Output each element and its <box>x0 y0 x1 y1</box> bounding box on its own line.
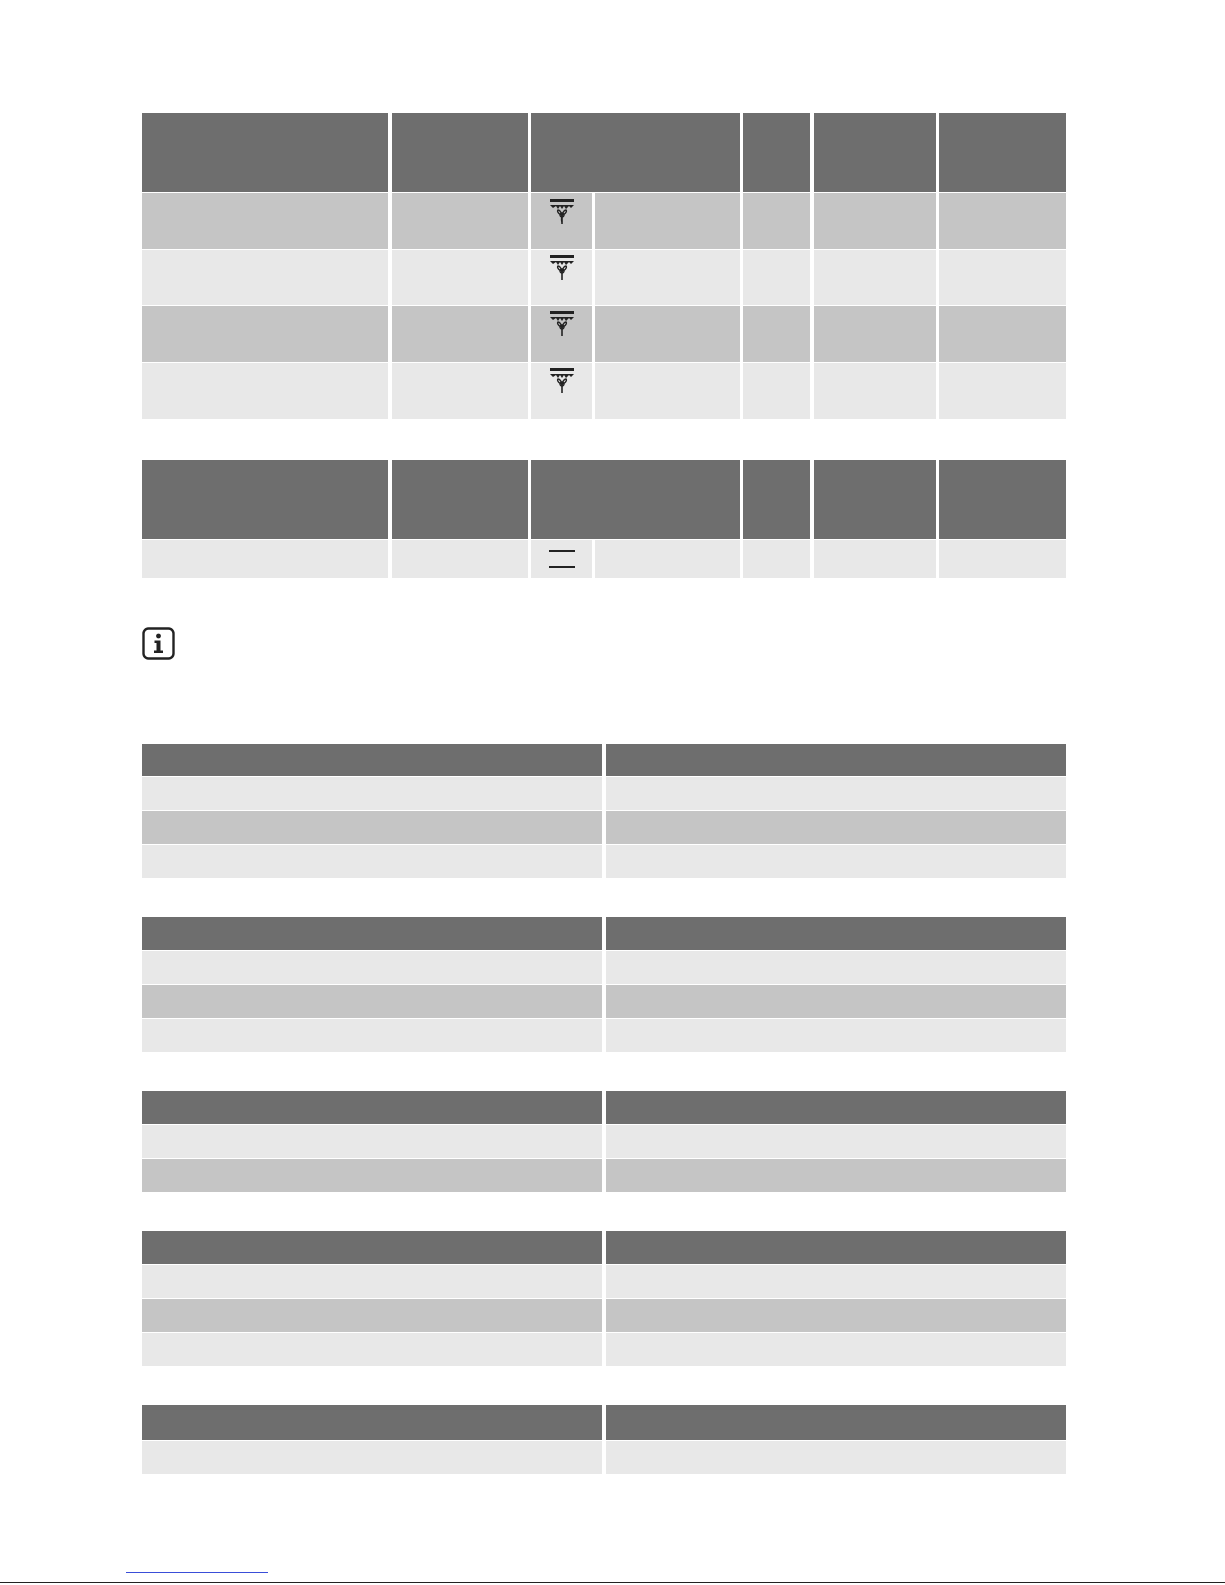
table-cell <box>939 363 1066 419</box>
table-cell <box>142 1265 602 1298</box>
table1-header-cell <box>142 113 388 192</box>
table2-header-cell <box>142 460 388 539</box>
table1-header-cell <box>743 113 810 192</box>
table-cell <box>142 1299 602 1332</box>
table-cell <box>142 363 388 419</box>
table-cell <box>531 250 592 305</box>
footer-rule <box>0 1582 1225 1583</box>
table-cell <box>606 1125 1066 1158</box>
table-cell <box>606 811 1066 844</box>
fan-with-top-heat-icon <box>549 255 575 283</box>
table-cell <box>606 1441 1066 1474</box>
table-header-cell <box>142 1091 602 1124</box>
table-header-cell <box>606 744 1066 776</box>
table-cell <box>142 306 388 362</box>
table-cell <box>814 540 936 578</box>
table-cell <box>142 1125 602 1158</box>
table-cell <box>939 193 1066 249</box>
table1-header-cell <box>392 113 528 192</box>
table1-header-cell <box>939 113 1066 192</box>
table-cell <box>392 193 528 249</box>
table1-header-cell <box>814 113 936 192</box>
table2-header-cell <box>939 460 1066 539</box>
table-cell <box>531 363 592 419</box>
table-cell <box>814 306 936 362</box>
table-cell <box>595 193 740 249</box>
table-cell <box>595 540 740 578</box>
table-cell <box>606 1333 1066 1366</box>
table-cell <box>392 306 528 362</box>
table-header-cell <box>606 1231 1066 1264</box>
table-cell <box>392 540 528 578</box>
table-cell <box>142 777 602 810</box>
top-bottom-heat-icon <box>548 548 576 570</box>
table-header-cell <box>606 1091 1066 1124</box>
fan-with-top-heat-icon <box>549 311 575 339</box>
fan-with-top-heat-icon <box>549 199 575 227</box>
table-cell <box>814 193 936 249</box>
table-header-cell <box>606 1405 1066 1440</box>
table-cell <box>392 250 528 305</box>
table-cell <box>142 1333 602 1366</box>
table-cell <box>531 306 592 362</box>
table-cell <box>743 193 810 249</box>
table-cell <box>606 1159 1066 1192</box>
table-cell <box>142 985 602 1018</box>
table-cell <box>142 193 388 249</box>
table-cell <box>743 306 810 362</box>
table-cell <box>595 363 740 419</box>
table-cell <box>142 1019 602 1052</box>
table-cell <box>606 845 1066 878</box>
table-cell <box>531 193 592 249</box>
info-note <box>142 627 175 660</box>
table-cell <box>595 250 740 305</box>
table-cell <box>814 363 936 419</box>
table-header-cell <box>142 917 602 950</box>
table-cell <box>606 985 1066 1018</box>
table-header-cell <box>142 1405 602 1440</box>
table2-header-cell <box>392 460 528 539</box>
table-cell <box>142 1441 602 1474</box>
table2-header-cell <box>531 460 740 539</box>
table-header-cell <box>142 744 602 776</box>
table-cell <box>606 951 1066 984</box>
table-header-cell <box>142 1231 602 1264</box>
table-cell <box>142 951 602 984</box>
fan-with-top-heat-icon <box>549 368 575 396</box>
table-cell <box>392 363 528 419</box>
table-cell <box>142 1159 602 1192</box>
table-header-cell <box>606 917 1066 950</box>
table-cell <box>743 250 810 305</box>
table2-header-cell <box>814 460 936 539</box>
table-cell <box>595 306 740 362</box>
table-cell <box>142 811 602 844</box>
footer-link-underline[interactable] <box>126 1572 268 1573</box>
table-cell <box>606 777 1066 810</box>
table-cell <box>939 540 1066 578</box>
table-cell <box>142 845 602 878</box>
table-cell <box>743 363 810 419</box>
info-icon <box>142 648 175 663</box>
table-cell <box>606 1265 1066 1298</box>
table-cell <box>606 1019 1066 1052</box>
table-cell <box>531 540 592 578</box>
table-cell <box>743 540 810 578</box>
table-cell <box>142 250 388 305</box>
table1-header-cell <box>531 113 740 192</box>
table-cell <box>939 250 1066 305</box>
table-cell <box>939 306 1066 362</box>
table-cell <box>142 540 388 578</box>
table2-header-cell <box>743 460 810 539</box>
table-cell <box>606 1299 1066 1332</box>
table-cell <box>814 250 936 305</box>
